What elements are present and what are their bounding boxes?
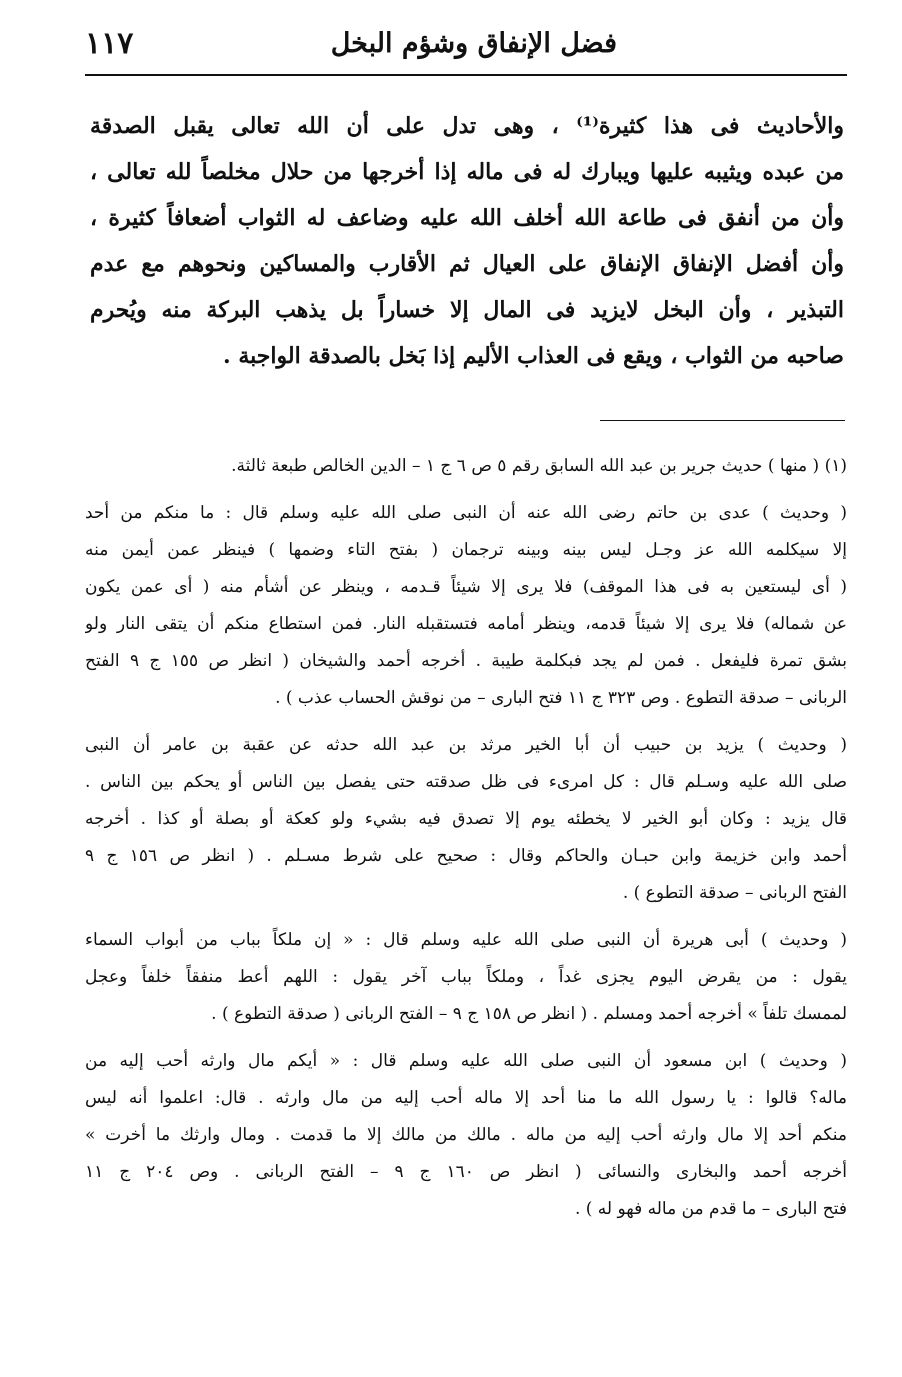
footnote-line: قال يزيد : وكان أبو الخير لا يخطئه يوم إلا تصدق فيه بشيء ولو كعكة أو بصلة أو كذا . أخرجه — [85, 809, 847, 829]
footnote-line: ( وحديث ) يزيد بن حبيب أن أبا الخير مرثد بن عبد الله حدثه عن عقبة بن عامر أن النبى — [85, 735, 847, 755]
footnote-rule — [600, 420, 845, 421]
footnote-hadith-adi — [85, 495, 847, 717]
footnote-line: لممسك تلفاً » أخرجه أحمد ومسلم . ( انظر ص ١٥٨ ج ٩ – الفتح الربانى ( صدقة التطوع ) . — [211, 1004, 847, 1024]
footnote-line: الربانى – صدقة التطوع . وص ٣٢٣ ج ١١ فتح البارى – من نوقش الحساب عذب ) . — [275, 688, 847, 708]
footnote-line: الفتح الربانى – صدقة التطوع ) . — [622, 883, 847, 903]
main-text-line: وأن من أنفق فى طاعة الله أخلف الله عليه وضاعف له الثواب أضعافاً كثيرة ، — [90, 205, 844, 231]
footnote-line: يقول : من يقرض اليوم يجزى غداً ، وملكاً بباب آخر يقول : اللهم أعط منفقاً خلفاً وعجل — [85, 967, 847, 987]
footnote-line: ( وحديث ) عدى بن حاتم رضى الله عنه أن النبى صلى الله عليه وسلم قال : ما منكم من أحد — [85, 503, 847, 523]
footnote-hadith-abu-hurayra — [85, 922, 847, 1033]
main-text-line: من عبده ويثيبه عليها ويبارك له فى ماله إذا أخرجها من حلال مخلصاً لله تعالى ، — [90, 159, 844, 185]
main-text-line: وأن أفضل الإنفاق الإنفاق على العيال ثم الأقارب والمساكين ونحوهم مع عدم — [90, 251, 844, 277]
footnote-line: ( وحديث ) أبى هريرة أن النبى صلى الله عليه وسلم قال : « إن ملكاً بباب من أبواب السماء — [85, 930, 847, 950]
footnote-hadith-ibn-masud — [85, 1043, 847, 1228]
footnotes — [85, 448, 847, 1238]
footnote-line: أخرجه أحمد والبخارى والنسائى ( انظر ص ١٦٠ ج ٩ – الفتح الربانى . وص ٢٠٤ ج ١١ — [85, 1162, 847, 1182]
footnote-line: منكم أحد إلا مال وارثه أحب إليه من ماله . مالك من مالك إلا ما قدمت . ومال وارثك ما أخرت » — [85, 1125, 847, 1145]
main-text-line: صاحبه من الثواب ، ويقع فى العذاب الأليم إذا بَخل بالصدقة الواجبة . — [223, 343, 844, 369]
footnote-line: إلا سيكلمه الله عز وجـل ليس بينه وبينه ترجمان ( بفتح التاء وضمها ) فينظر عمن أيمن منه — [85, 540, 847, 560]
header-rule — [85, 74, 847, 76]
footnote-line: أحمد وابن خزيمة وابن حبـان والحاكم وقال : صحيح على شرط مسـلم . ( انظر ص ١٥٦ ج ٩ — [85, 846, 847, 866]
main-text — [90, 103, 844, 379]
footnote-hadith-yazid — [85, 727, 847, 912]
page-number: ١١٧ — [85, 26, 134, 61]
footnote-line: ( أى ليستعين به فى هذا الموقف) فلا يرى إلا شيئاً قـدمه ، وينظر عن أشأم منه ( أى عمن يكون — [85, 577, 847, 597]
footnote-1 — [85, 448, 847, 485]
main-text-line: التبذير ، وأن البخل لايزيد فى المال إلا خساراً بل يذهب البركة منه ويُحرم — [90, 297, 844, 323]
main-text-line: والأحاديث فى هذا كثيرة⁽¹⁾ ، وهى تدل على أن الله تعالى يقبل الصدقة — [90, 113, 844, 139]
running-title: فضل الإنفاق وشؤم البخل — [330, 28, 617, 59]
footnote-line: فتح البارى – ما قدم من ماله فهو له ) . — [574, 1199, 847, 1219]
footnote-line: ( وحديث ) ابن مسعود أن النبى صلى الله عليه وسلم قال : « أيكم مال وارثه أحب إليه من — [85, 1051, 847, 1071]
footnote-line: عن شماله) فلا يرى إلا شيئاً قدمه، وينظر أمامه فتستقبله النار. فمن استطاع منكم أن يتقى النار ولو — [85, 614, 847, 634]
page-header — [85, 22, 817, 74]
footnote-line: بشق تمرة فليفعل . فمن لم يجد فبكلمة طيبة . أخرجه أحمد والشيخان ( انظر ص ١٥٥ ج ٩ الفتح — [85, 651, 847, 671]
footnote-line: ماله؟ قالوا : يا رسول الله ما منا أحد إلا ماله أحب إليه من مال وارثه . قال: اعلموا أنه ليس — [85, 1088, 847, 1108]
footnote-line: صلى الله عليه وسـلم قال : كل امرىء فى ظل صدقته حتى يفصل بين الناس أو يحكم بين الناس . — [85, 772, 847, 792]
footnote-line: (١) ( منها ) حديث جرير بن عبد الله السابق رقم ٥ ص ٦ ج ١ – الدين الخالص طبعة ثالثة. — [231, 456, 847, 476]
